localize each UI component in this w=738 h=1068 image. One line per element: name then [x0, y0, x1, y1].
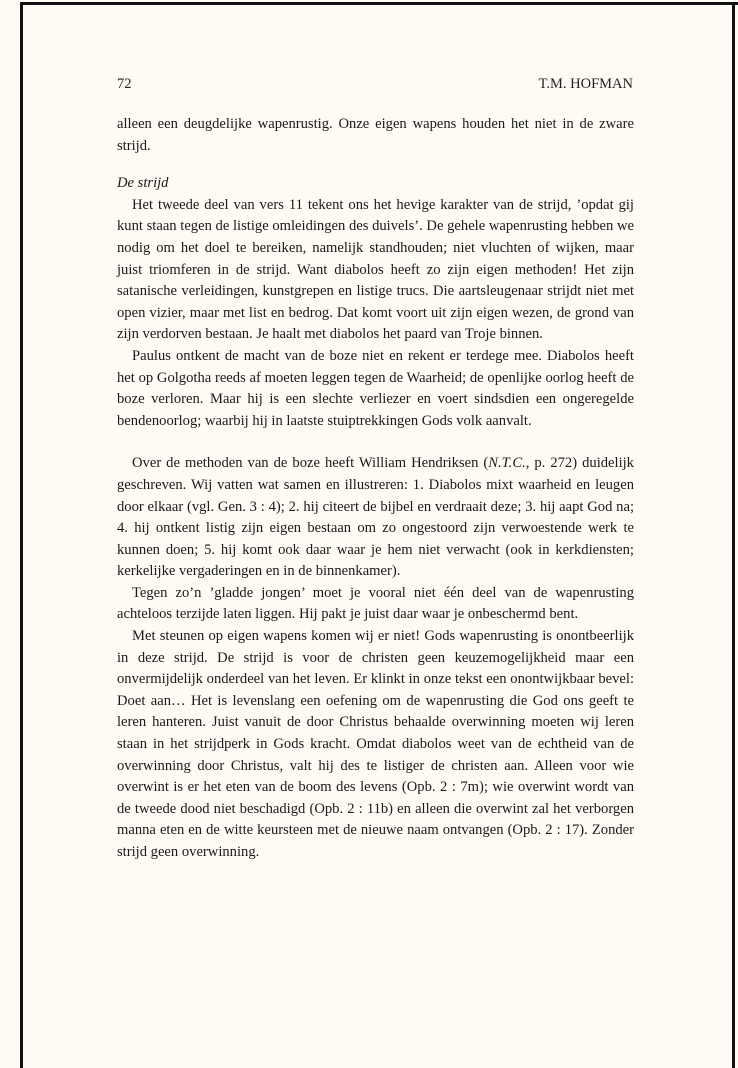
page-header: [117, 76, 633, 96]
methoden-text-after: , p. 272) duidelijk geschreven. Wij vatten wat samen en illustreren: 1. Diabolos mixt waarheid en leugen door elkaar (vgl. Gen. 3 : 4); 2. hij citeert de bijbel en verdraait deze; 3. hij aapt God na; 4. hij ontkent listig zijn eigen bestaan om zo ongestoord zijn verwoestende werk te kunnen doen; 5. hij komt ook daar waar je hem niet verwacht (ook in kerkdiensten; kerkelijke vergaderingen en in de binnenkamer).: [117, 455, 634, 580]
paragraph-paulus: Paulus ontkent de macht van de boze niet en rekent er terdege mee. Diabolos heeft het op Golgotha reeds af moeten leggen tegen de Waarheid; de openlijke oorlog heeft de boze verloren. Maar hij is een slechte verliezer en voert sindsdien een ongeregelde bendenoorlog; waarbij hij in laatste stuiptrekkingen Gods volk aanvalt.: [117, 347, 634, 429]
paragraph-intro: alleen een deugdelijke wapenrustig. Onze eigen wapens houden het niet in de zware strijd.: [117, 116, 634, 154]
page-number: 72: [117, 76, 132, 92]
paragraph-methoden: [117, 453, 634, 583]
scan-border-top: [20, 2, 738, 5]
body-text: [117, 114, 634, 864]
section-heading: De strijd: [117, 175, 169, 192]
running-head: T.M. HOFMAN: [538, 76, 633, 92]
paragraph-gladde-jongen: Tegen zo’n ’gladde jongen’ moet je vooral niet één deel van de wapenrusting achteloos terzijde laten liggen. Hij pakt je juist daar waar je onbeschermd bent.: [117, 584, 634, 623]
paragraph-wapenrusting: Met steunen op eigen wapens komen wij er niet! Gods wapenrusting is onontbeerlijk in deze strijd. De strijd is voor de christen geen keuzemogelijkheid maar een onvermijdelijk onderdeel van het leven. Er klinkt in onze tekst een onontwijkbaar bevel: Doet aan… Het is levenslang een oefening om de wapenrusting die God ons geeft te leren hanteren. Juist vanuit de door Christus behaalde overwinning moeten wij leren staan in het strijdperk in Gods kracht. Omdat diabolos weet van de echtheid van de overwinning door Christus, valt hij des te listiger de christen aan. Alleen voor wie overwint is er het eten van de boom des levens (Opb. 2 : 7m); wie overwint wordt van de tweede dood niet beschadigd (Opb. 2 : 11b) en alleen die overwint zal het verborgen manna eten en de witte keursteen met de nieuwe naam ontvangen (Opb. 2 : 17). Zonder strijd geen overwinning.: [117, 628, 634, 860]
paragraph-strijd: Het tweede deel van vers 11 tekent ons het hevige karakter van de strijd, ’opdat gij kunt staan tegen de listige omleidingen des duivels’. De gehele wapenrusting hebben we nodig om het doel te bereiken, namelijk standhouden; niet vluchten of wijken, maar juist triomferen in de strijd. Want diabolos heeft zo zijn eigen methoden! Het zijn satanische verleidingen, kunstgrepen en listige trucs. Die aartsleugenaar strijdt niet met open vizier, maar met list en bedrog. Dat komt voort uit zijn eigen wezen, de grond van zijn verdorven bestaan. Je haalt met diabolos het paard van Troje binnen.: [117, 196, 634, 343]
scan-border-right: [732, 2, 735, 1068]
citation-ntc: N.T.C.: [488, 455, 526, 472]
methoden-text-before: Over de methoden van de boze heeft William Hendriksen (: [132, 455, 489, 472]
scan-border-left: [20, 2, 23, 1068]
